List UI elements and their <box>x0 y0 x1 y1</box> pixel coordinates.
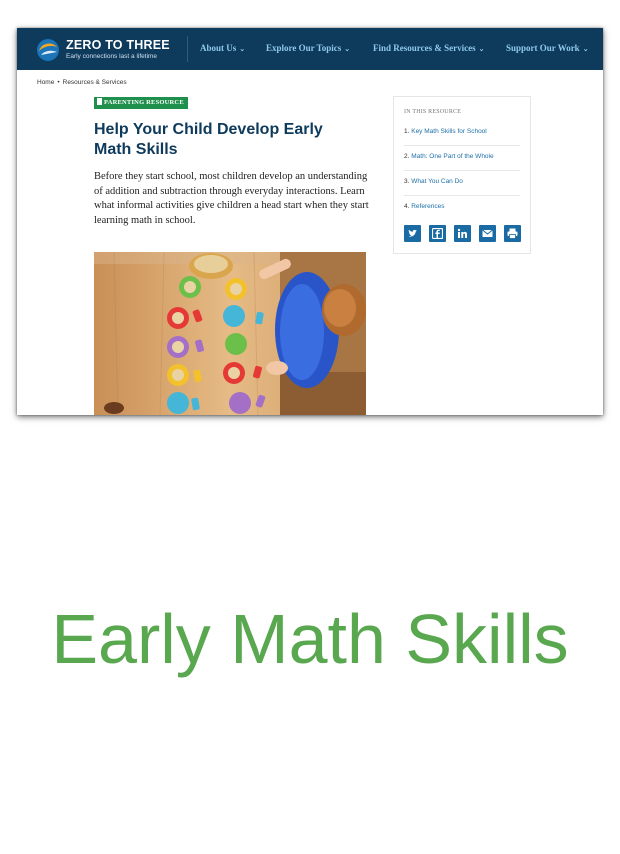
toc-divider <box>404 195 520 196</box>
breadcrumb-section[interactable]: Resources & Services <box>62 79 127 86</box>
chevron-down-icon: ⌄ <box>344 45 351 53</box>
logo-tagline: Early connections last a lifetime <box>66 53 158 60</box>
resource-type-badge <box>94 97 188 109</box>
nav-item-label: About Us <box>200 43 237 53</box>
chevron-down-icon: ⌄ <box>478 45 485 53</box>
website-screenshot <box>17 28 603 415</box>
share-print-button[interactable] <box>504 225 521 242</box>
nav-item-label: Explore Our Topics <box>266 43 342 53</box>
toc-item-label: Math: One Part of the Whole <box>411 153 494 160</box>
logo-title: ZERO TO THREE <box>66 38 170 52</box>
nav-item-support-our-work[interactable] <box>506 43 589 53</box>
child-counting-bowls-illustration <box>94 252 366 415</box>
toc-item-label: References <box>411 203 445 210</box>
toc-item-number: 4. <box>404 203 410 210</box>
breadcrumb-separator: • <box>57 79 60 86</box>
twitter-icon <box>407 228 418 239</box>
toc-item-one-part-whole[interactable] <box>404 153 520 160</box>
toc-divider <box>404 170 520 171</box>
toc-item-number: 2. <box>404 153 410 160</box>
nav-item-label: Support Our Work <box>506 43 580 53</box>
breadcrumb <box>37 79 127 86</box>
top-navbar <box>17 28 603 70</box>
in-this-resource-box <box>393 96 531 254</box>
toc-item-number: 3. <box>404 178 410 185</box>
toc-item-label: What You Can Do <box>411 178 463 185</box>
toc-item-what-you-can-do[interactable] <box>404 178 520 185</box>
badge-label: PARENTING RESOURCE <box>104 99 184 106</box>
nav-item-explore-topics[interactable] <box>266 43 350 53</box>
nav-item-find-resources[interactable] <box>373 43 484 53</box>
logo-swirl-icon <box>36 38 60 62</box>
email-icon <box>482 228 493 239</box>
share-twitter-button[interactable] <box>404 225 421 242</box>
share-email-button[interactable] <box>479 225 496 242</box>
toc-heading: IN THIS RESOURCE <box>404 109 462 115</box>
share-facebook-button[interactable] <box>429 225 446 242</box>
breadcrumb-home[interactable]: Home <box>37 79 55 86</box>
nav-item-label: Find Resources & Services <box>373 43 476 53</box>
toc-item-key-math-skills[interactable] <box>404 128 520 135</box>
chevron-down-icon: ⌄ <box>582 45 589 53</box>
document-icon <box>97 98 102 105</box>
chevron-down-icon: ⌄ <box>239 45 246 53</box>
nav-divider <box>187 36 188 62</box>
article-hero-image <box>94 252 366 415</box>
print-icon <box>507 228 518 239</box>
linkedin-icon <box>457 228 468 239</box>
nav-item-about-us[interactable] <box>200 43 245 53</box>
toc-divider <box>404 145 520 146</box>
article-title: Help Your Child Develop Early Math Skills <box>94 121 323 158</box>
toc-item-label: Key Math Skills for School <box>411 128 487 135</box>
article-intro: Before they start school, most children develop an understanding of addition and subtraction through everyday interactions. Learn what informal activities give children a head start when they start learning math in school. <box>94 171 369 226</box>
share-linkedin-button[interactable] <box>454 225 471 242</box>
slide-caption: Early Math Skills <box>51 600 569 678</box>
toc-item-number: 1. <box>404 128 410 135</box>
toc-item-references[interactable] <box>404 203 520 210</box>
facebook-icon <box>432 228 443 239</box>
